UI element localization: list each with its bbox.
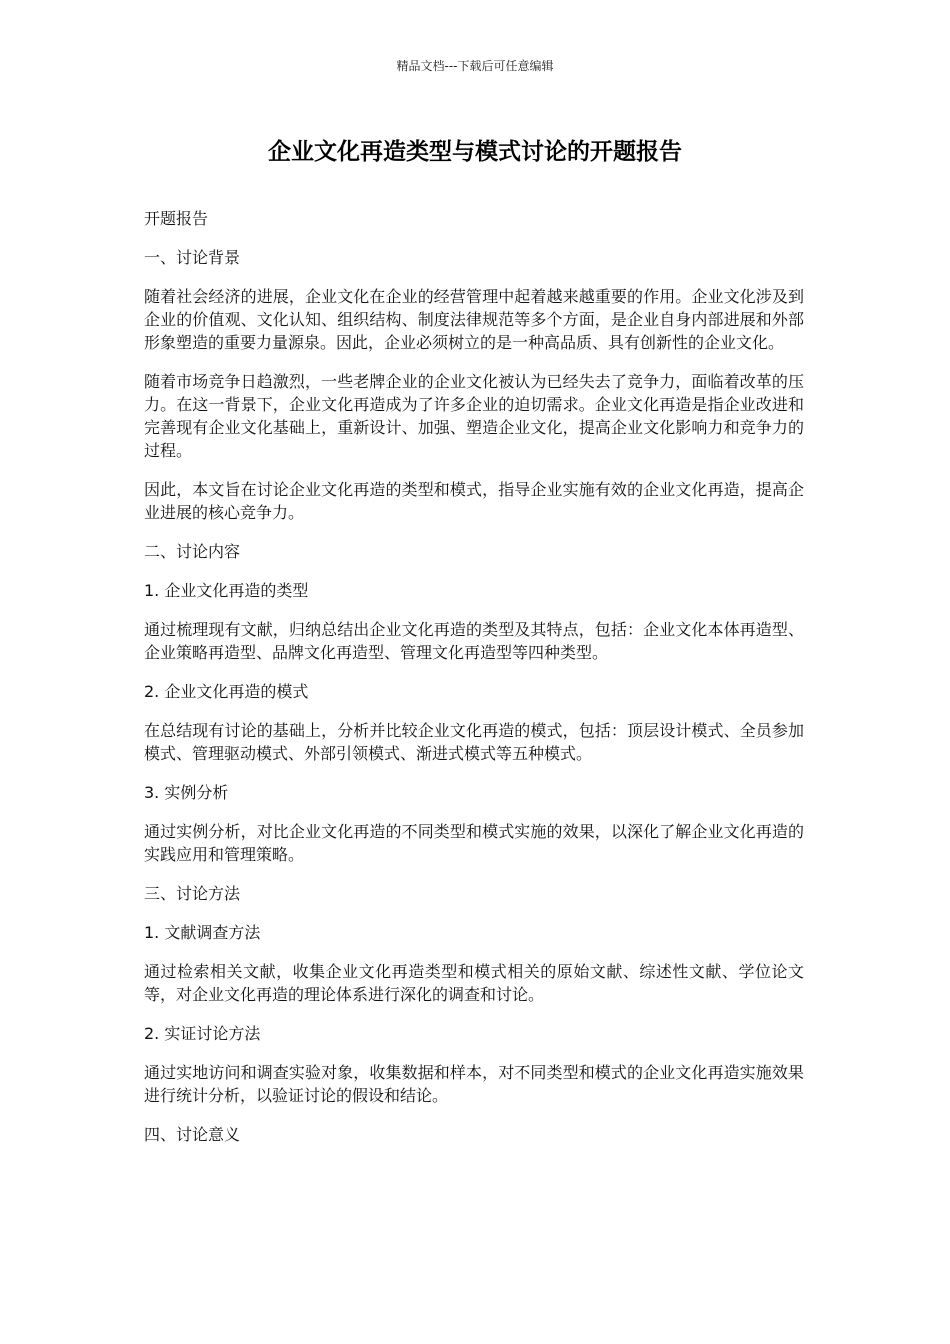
section-heading-significance: 四、讨论意义: [144, 1125, 241, 1144]
paragraph: 随着社会经济的进展，企业文化在企业的经营管理中起着越来越重要的作用。企业文化涉及到企业的价值观、文化认知、组织结构、制度法律规范等多个方面，是企业自身内部进展和外部形象塑造的重要力量源泉。因此，企业必须树立的是一种高品质、具有创新性的企业文化。: [144, 287, 804, 352]
paragraph: 通过实例分析，对比企业文化再造的不同类型和模式实施的效果，以深化了解企业文化再造的实践应用和管理策略。: [144, 822, 804, 864]
page-header: 精品文档---下载后可任意编辑: [396, 59, 554, 73]
paragraph: 因此，本文旨在讨论企业文化再造的类型和模式，指导企业实施有效的企业文化再造，提高企业进展的核心竞争力。: [144, 480, 804, 522]
paragraph: 随着市场竞争日趋激烈，一些老牌企业的企业文化被认为已经失去了竞争力，面临着改革的压力。在这一背景下，企业文化再造成为了许多企业的迫切需求。企业文化再造是指企业改进和完善现有企业文化基础上，重新设计、加强、塑造企业文化，提高企业文化影响力和竞争力的过程。: [144, 372, 804, 460]
subsection-heading: 1. 企业文化再造的类型: [144, 581, 309, 600]
paragraph: 通过检索相关文献，收集企业文化再造类型和模式相关的原始文献、综述性文献、学位论文等，对企业文化再造的理论体系进行深化的调查和讨论。: [144, 962, 804, 1004]
paragraph: 通过实地访问和调查实验对象，收集数据和样本，对不同类型和模式的企业文化再造实施效果进行统计分析，以验证讨论的假设和结论。: [144, 1063, 804, 1105]
paragraph-report-label: 开题报告: [144, 209, 209, 228]
subsection-heading: 2. 实证讨论方法: [144, 1024, 261, 1043]
document-title: 企业文化再造类型与模式讨论的开题报告: [268, 139, 682, 165]
section-heading-background: 一、讨论背景: [144, 248, 241, 267]
section-heading-method: 三、讨论方法: [144, 884, 241, 903]
section-heading-content: 二、讨论内容: [144, 542, 241, 561]
paragraph: 通过梳理现有文献，归纳总结出企业文化再造的类型及其特点，包括：企业文化本体再造型、企业策略再造型、品牌文化再造型、管理文化再造型等四种类型。: [144, 620, 804, 662]
subsection-heading: 2. 企业文化再造的模式: [144, 682, 309, 701]
subsection-heading: 1. 文献调查方法: [144, 923, 261, 942]
paragraph: 在总结现有讨论的基础上，分析并比较企业文化再造的模式，包括：顶层设计模式、全员参加模式、管理驱动模式、外部引领模式、渐进式模式等五种模式。: [144, 721, 804, 763]
document-body: [144, 207, 804, 1162]
subsection-heading: 3. 实例分析: [144, 783, 229, 802]
